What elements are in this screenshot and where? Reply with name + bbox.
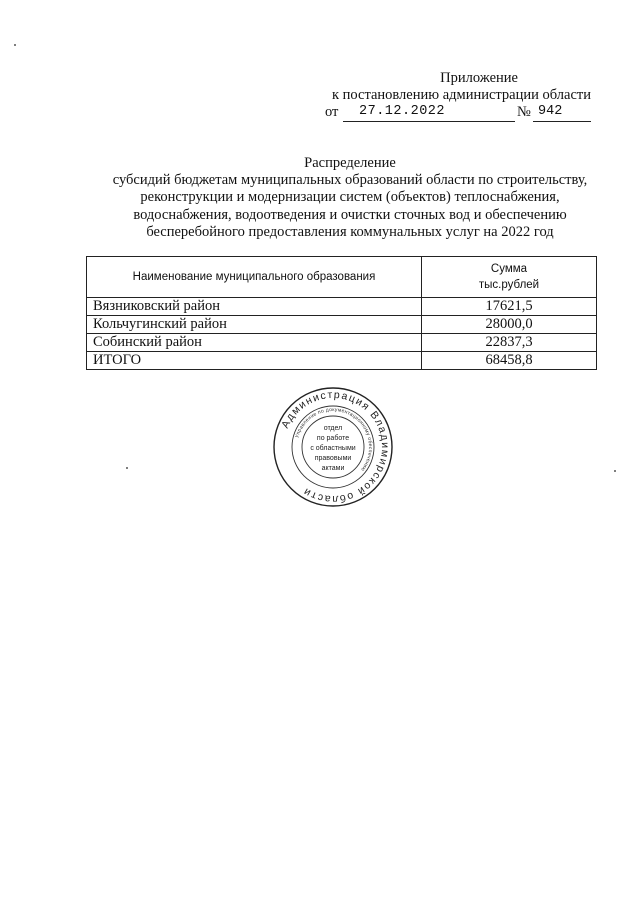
stamp-outer-text: Администрация Владимирской области [279,388,392,506]
total-label: ИТОГО [87,352,422,370]
total-amount: 68458,8 [422,352,597,370]
column-header-name: Наименование муниципального образования [87,257,422,298]
stamp-inner-ring-text: Управление по документационному обеспечению [294,406,374,473]
scan-speck [14,44,16,46]
table-row [87,316,597,334]
municipality-name: Собинский район [87,334,422,352]
subtitle-line: реконструкции и модернизации систем (объектов) теплоснабжения, [140,189,560,206]
date-prefix: от [325,104,339,120]
stamp-center-line: актами [321,465,345,472]
table-header-row [87,257,597,298]
scan-speck [126,467,128,469]
document-number: 942 [538,104,563,119]
municipality-name: Кольчугинский район [87,316,422,334]
appendix-reference: к постановлению администрации области [331,87,591,103]
stamp-center-line: отдел [323,425,343,432]
subtitle-line: субсидий бюджетам муниципальных образований области по строительству, [112,172,588,188]
appendix-title: Приложение [440,70,518,86]
subtitle-line: бесперебойного предоставления коммунальных услуг на 2022 год [146,223,554,240]
stamp-center-line: с областными [310,445,356,452]
stamp-center-line: по работе [316,435,350,442]
date-underline [343,121,515,122]
amount-header-line2: тыс.рублей [478,279,540,291]
table-row [87,298,597,316]
stamp-center-line: правовыми [314,455,352,462]
document-date: 27.12.2022 [359,104,446,119]
official-stamp [270,385,396,509]
column-header-amount [422,257,597,298]
date-number-line [325,104,591,124]
subsidy-amount: 22837,3 [422,334,597,352]
document-title: Распределение [304,155,396,171]
number-underline [533,121,591,122]
amount-header-line1: Сумма [490,263,528,275]
document-subtitle [60,172,640,241]
number-prefix: № [517,104,531,120]
subsidy-table [86,256,597,370]
table-row [87,334,597,352]
scan-speck [614,470,616,472]
subsidy-amount: 17621,5 [422,298,597,316]
subsidy-amount: 28000,0 [422,316,597,334]
municipality-name: Вязниковский район [87,298,422,316]
table-total-row [87,352,597,370]
stamp-graphic [270,385,396,509]
subtitle-line: водоснабжения, водоотведения и очистки сточных вод и обеспечению [133,206,567,223]
